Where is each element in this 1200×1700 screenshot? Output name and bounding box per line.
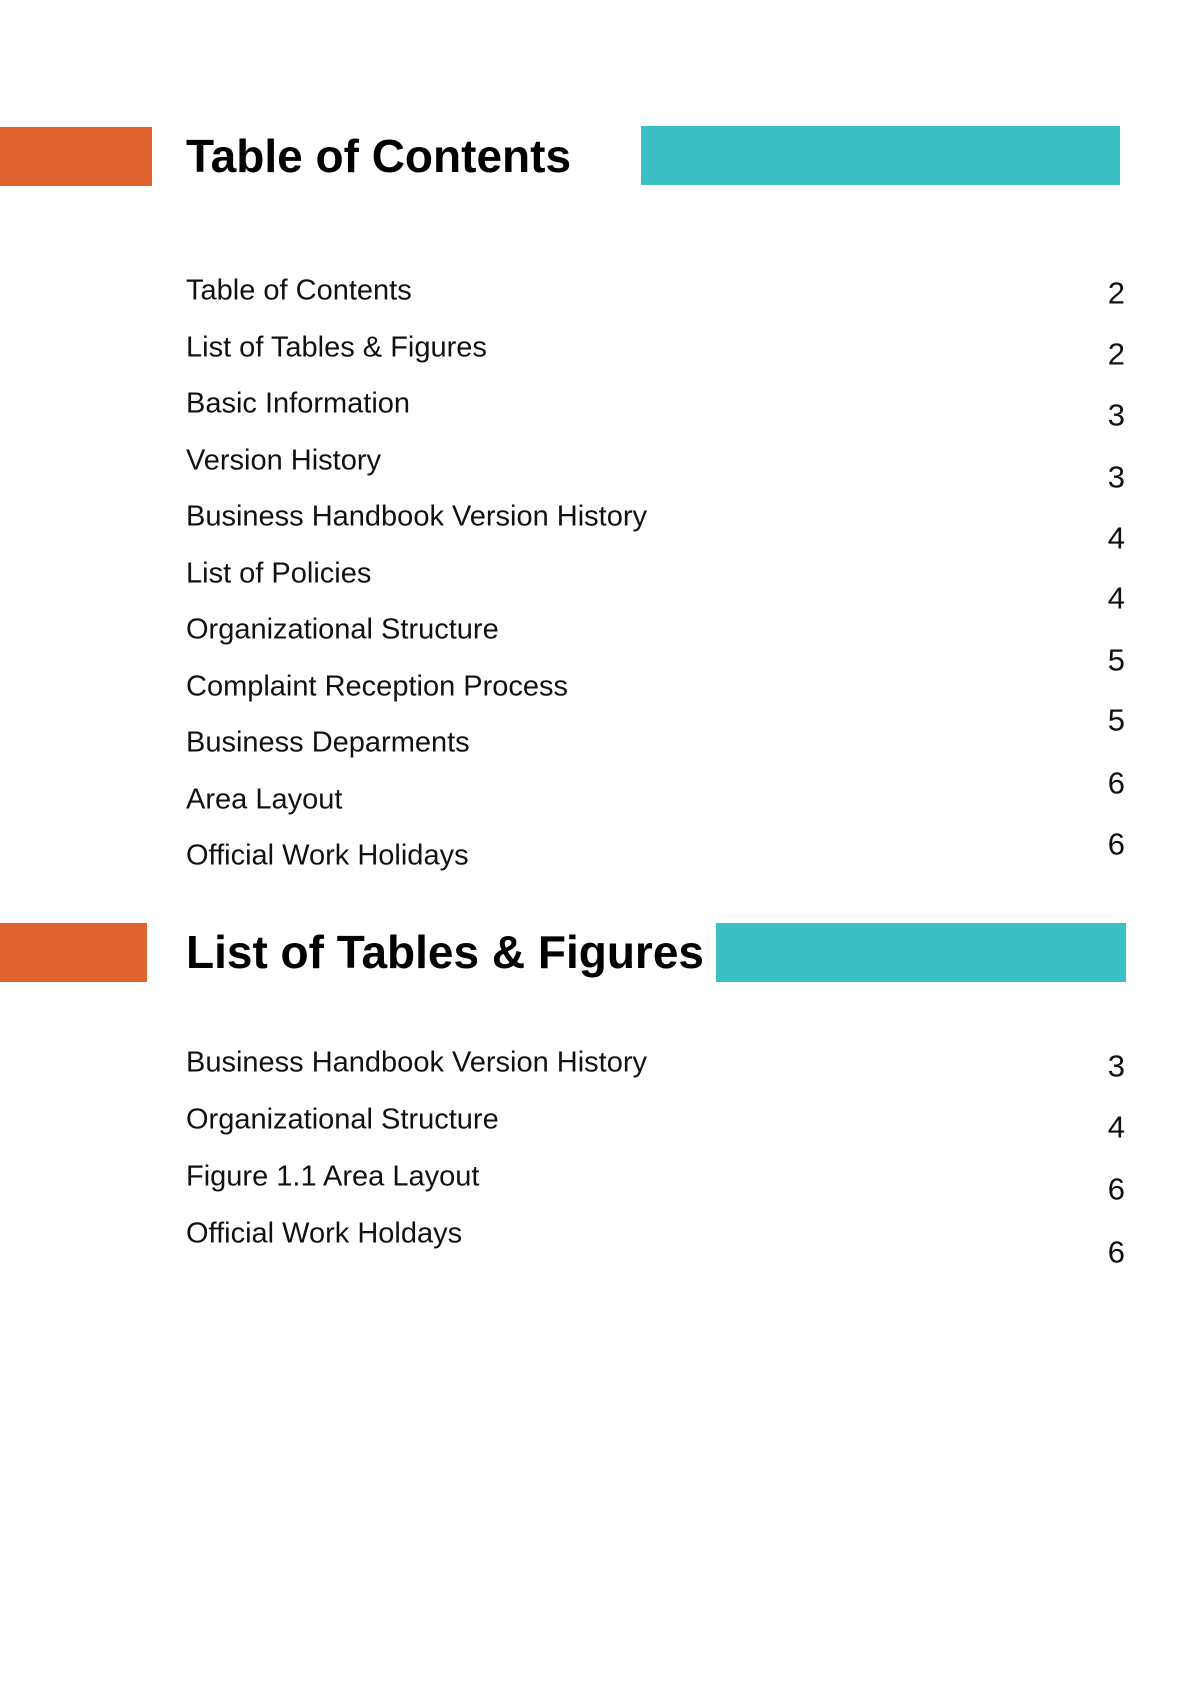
toc-entry-label[interactable]: Complaint Reception Process (186, 670, 569, 702)
toc-entry-page-number[interactable]: 6 (1107, 1171, 1125, 1207)
toc-entry-page-number[interactable]: 4 (1107, 580, 1125, 616)
toc-entry-page-number[interactable]: 3 (1107, 459, 1125, 495)
lotf-teal-accent-bar (716, 923, 1126, 982)
toc-entry-label[interactable]: Figure 1.1 Area Layout (186, 1160, 480, 1193)
toc-entry-label[interactable]: Organizational Structure (186, 613, 499, 646)
toc-entry-page-number[interactable]: 3 (1107, 1048, 1125, 1084)
toc-entry-page-number[interactable]: 6 (1107, 1234, 1125, 1270)
toc-entry-label[interactable]: Area Layout (186, 783, 343, 815)
toc-entry-page-number[interactable]: 6 (1107, 826, 1125, 862)
toc-entry-page-number[interactable]: 3 (1107, 397, 1125, 433)
toc-entry-label[interactable]: List of Policies (186, 557, 372, 589)
toc-entry-page-number[interactable]: 5 (1107, 642, 1125, 678)
toc-entry-page-number[interactable]: 2 (1107, 336, 1125, 372)
lotf-orange-accent-bar (0, 923, 147, 982)
toc-entry-label[interactable]: Business Handbook Version History (186, 500, 648, 533)
toc-entry-page-number[interactable]: 4 (1107, 1109, 1125, 1145)
toc-entry-page-number[interactable]: 4 (1107, 520, 1125, 556)
toc-entry-label[interactable]: Official Work Holidays (186, 839, 469, 872)
toc-entry-page-number[interactable]: 5 (1107, 702, 1125, 738)
toc-entry-label[interactable]: List of Tables & Figures (186, 331, 487, 363)
toc-entry-label[interactable]: Table of Contents (186, 274, 412, 307)
toc-entry-label[interactable]: Business Handbook Version History (186, 1046, 648, 1079)
toc-entry-page-number[interactable]: 2 (1107, 275, 1125, 311)
toc-entry-label[interactable]: Official Work Holdays (186, 1217, 463, 1250)
toc-entry-label[interactable]: Organizational Structure (186, 1103, 499, 1136)
toc-entry-label[interactable]: Basic Information (186, 387, 411, 420)
lotf-heading: List of Tables & Figures (186, 926, 704, 978)
toc-entry-label[interactable]: Version History (186, 444, 382, 476)
toc-heading: Table of Contents (186, 130, 572, 182)
toc-entry-label[interactable]: Business Deparments (186, 726, 470, 759)
toc-entry-page-number[interactable]: 6 (1107, 765, 1125, 801)
toc-orange-accent-bar (0, 127, 152, 186)
toc-teal-accent-bar (641, 126, 1120, 185)
